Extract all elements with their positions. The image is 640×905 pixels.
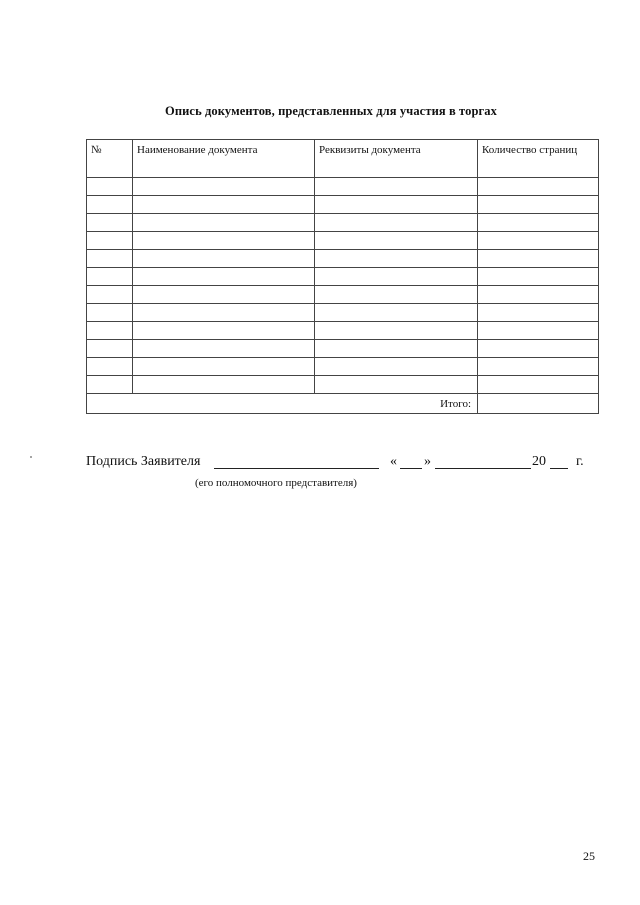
document-name-cell bbox=[133, 376, 315, 394]
signature-note: (его полномочного представителя) bbox=[195, 477, 357, 489]
number-cell bbox=[87, 178, 133, 196]
number-cell bbox=[87, 322, 133, 340]
page-count-cell bbox=[478, 322, 599, 340]
document-name-cell bbox=[133, 358, 315, 376]
total-label: Итого: bbox=[87, 394, 478, 414]
table-row bbox=[87, 358, 599, 376]
table-row bbox=[87, 286, 599, 304]
table-row bbox=[87, 304, 599, 322]
document-name-cell bbox=[133, 322, 315, 340]
date-quote-close: » bbox=[424, 454, 431, 469]
document-details-cell bbox=[315, 214, 478, 232]
document-details-cell bbox=[315, 358, 478, 376]
document-name-cell bbox=[133, 268, 315, 286]
number-cell bbox=[87, 304, 133, 322]
column-header-number: № bbox=[87, 140, 133, 178]
page-number: 25 bbox=[583, 849, 595, 863]
document-name-cell bbox=[133, 214, 315, 232]
signature-blank bbox=[214, 454, 379, 469]
page-count-cell bbox=[478, 376, 599, 394]
document-details-cell bbox=[315, 250, 478, 268]
year-prefix: 20 bbox=[532, 454, 546, 469]
document-details-cell bbox=[315, 376, 478, 394]
document-name-cell bbox=[133, 340, 315, 358]
page-count-cell bbox=[478, 340, 599, 358]
scan-speck bbox=[30, 456, 32, 458]
table-row bbox=[87, 268, 599, 286]
table-row bbox=[87, 232, 599, 250]
document-details-cell bbox=[315, 232, 478, 250]
document-details-cell bbox=[315, 196, 478, 214]
column-header-page-count: Количество страниц bbox=[478, 140, 599, 178]
document-title: Опись документов, представленных для участия в торгах bbox=[165, 104, 497, 118]
total-value-cell bbox=[478, 394, 599, 414]
number-cell bbox=[87, 250, 133, 268]
page-count-cell bbox=[478, 286, 599, 304]
page-count-cell bbox=[478, 214, 599, 232]
date-quote-open: « bbox=[390, 454, 397, 469]
table-row bbox=[87, 214, 599, 232]
table-row bbox=[87, 250, 599, 268]
table-row bbox=[87, 340, 599, 358]
page-count-cell bbox=[478, 196, 599, 214]
number-cell bbox=[87, 358, 133, 376]
day-blank bbox=[400, 454, 422, 469]
table-row bbox=[87, 376, 599, 394]
year-suffix: г. bbox=[576, 454, 584, 469]
documents-inventory-table bbox=[86, 139, 599, 414]
total-row bbox=[87, 394, 599, 414]
number-cell bbox=[87, 286, 133, 304]
document-details-cell bbox=[315, 178, 478, 196]
document-details-cell bbox=[315, 322, 478, 340]
table-header-row bbox=[87, 140, 599, 178]
year-blank bbox=[550, 454, 568, 469]
number-cell bbox=[87, 196, 133, 214]
signature-label: Подпись Заявителя bbox=[86, 454, 201, 469]
document-name-cell bbox=[133, 196, 315, 214]
page-count-cell bbox=[478, 178, 599, 196]
document-details-cell bbox=[315, 286, 478, 304]
number-cell bbox=[87, 340, 133, 358]
number-cell bbox=[87, 268, 133, 286]
signature-line bbox=[86, 454, 601, 472]
table-row bbox=[87, 178, 599, 196]
table-row bbox=[87, 322, 599, 340]
document-name-cell bbox=[133, 250, 315, 268]
document-details-cell bbox=[315, 304, 478, 322]
table-row bbox=[87, 196, 599, 214]
page-count-cell bbox=[478, 232, 599, 250]
page-count-cell bbox=[478, 358, 599, 376]
page-count-cell bbox=[478, 268, 599, 286]
number-cell bbox=[87, 214, 133, 232]
document-name-cell bbox=[133, 304, 315, 322]
document-name-cell bbox=[133, 232, 315, 250]
number-cell bbox=[87, 376, 133, 394]
document-name-cell bbox=[133, 286, 315, 304]
month-blank bbox=[435, 454, 531, 469]
document-details-cell bbox=[315, 340, 478, 358]
document-name-cell bbox=[133, 178, 315, 196]
number-cell bbox=[87, 232, 133, 250]
column-header-document-name: Наименование документа bbox=[133, 140, 315, 178]
column-header-document-details: Реквизиты документа bbox=[315, 140, 478, 178]
page-count-cell bbox=[478, 304, 599, 322]
document-details-cell bbox=[315, 268, 478, 286]
page-count-cell bbox=[478, 250, 599, 268]
